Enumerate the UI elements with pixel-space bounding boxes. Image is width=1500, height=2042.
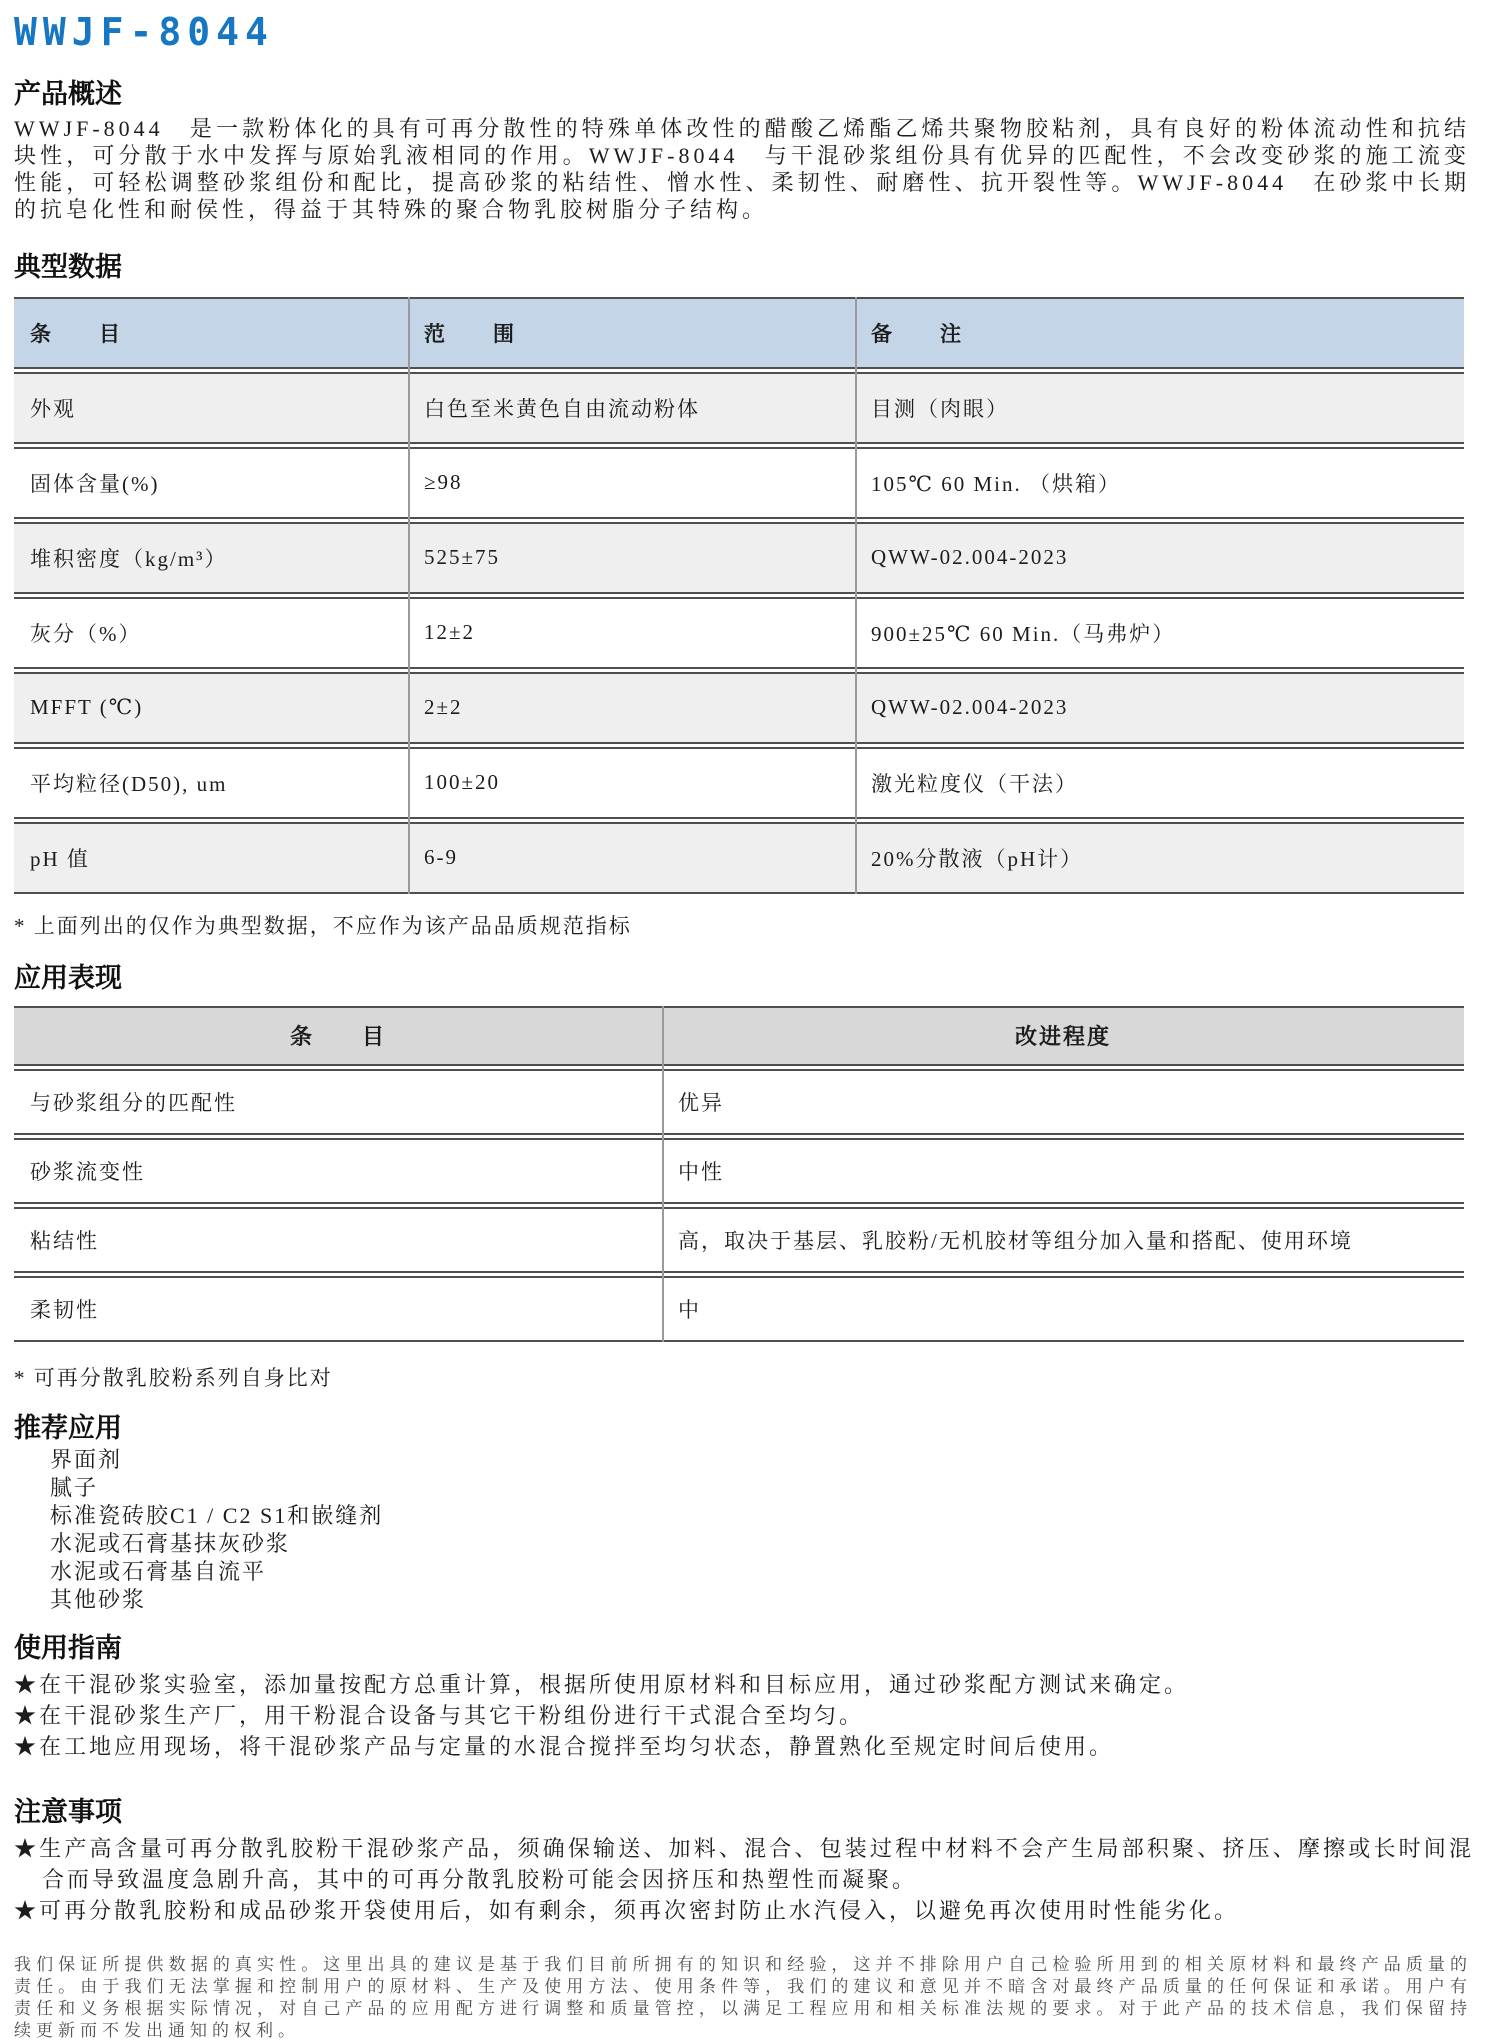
table-cell: 优异 [678,1090,724,1115]
table-cell: 激光粒度仪（干法） [871,771,1078,796]
table-cell: ≥98 [424,470,463,495]
header-cell-range: 范 围 [424,321,516,346]
usage-bullets [14,1669,1474,1762]
list-item: 界面剂 [50,1447,123,1473]
table-cell: 平均粒径(D50), um [30,771,228,796]
bullet-text: 生产高含量可再分散乳胶粉干混砂浆产品，须确保输送、加料、混合、包装过程中材料不会产生局部积聚、挤压、摩擦或长时间混合而导致温度急剧升高，其中的可再分散乳胶粉可能会因挤压和热塑性而凝聚。 [39,1835,1474,1892]
table-row [14,1138,1464,1204]
table-row [14,1069,1464,1135]
list-item: 水泥或石膏基自流平 [50,1559,267,1585]
recommended-list [14,1446,1500,1614]
table-cell: 6-9 [424,845,458,870]
disclaimer-text: 我们保证所提供数据的真实性。这里出具的建议是基于我们目前所拥有的知识和经验，这并不排除用户自己检验所用到的相关原材料和最终产品质量的责任。由于我们无法掌握和控制用户的原材料、生产及使用方法、使用条件等，我们的建议和意见并不暗含对最终产品质量的任何保证和承诺。用户有责任和义务根据实际情况，对自己产品的应用配方进行调整和质量管控，以满足工程应用和相关标准法规的要求。对于此产品的技术信息，我们保留持续更新而不发出通知的权利。 [14,1954,1472,2040]
table-cell: 105℃ 60 Min. （烘箱） [871,471,1121,496]
overview-paragraph: WWJF-8044 是一款粉体化的具有可再分散性的特殊单体改性的醋酸乙烯酯乙烯共聚物胶粘剂，具有良好的粉体流动性和抗结块性，可分散于水中发挥与原始乳液相同的作用。WWJF-8044 与干混砂浆组份具有优异的匹配性，不会改变砂浆的施工流变性能，可轻松调整砂浆组份和配比，提高砂浆的粘结性、憎水性、柔韧性、耐磨性、抗开裂性等。WWJF-8044 在砂浆中长期的抗皂化性和耐侯性，得益于其特殊的聚合物乳胶树脂分子结构。 [14,116,1470,223]
table-header-row [14,297,1464,369]
bullet-text: 在干混砂浆实验室，添加量按配方总重计算，根据所使用原材料和目标应用，通过砂浆配方测试来确定。 [39,1672,1190,1698]
header-cell-note: 备 注 [871,321,963,346]
table-cell: 白色至米黄色自由流动粉体 [424,396,700,421]
table-cell: 20%分散液（pH计） [871,846,1084,871]
table-cell: 525±75 [424,545,501,570]
bullet-text: 在工地应用现场，将干混砂浆产品与定量的水混合搅拌至均匀状态，静置熟化至规定时间后使用。 [39,1734,1115,1760]
table-row [14,597,1464,669]
section-heading-usage: 使用指南 [14,1633,122,1664]
star-icon: ★ [14,1835,40,1861]
table-cell: 高，取决于基层、乳胶粉/无机胶材等组分加入量和搭配、使用环境 [678,1228,1353,1253]
list-item: 标准瓷砖胶C1 / C2 S1和嵌缝剂 [50,1503,384,1529]
section-heading-application: 应用表现 [14,962,122,993]
table-cell: QWW-02.004-2023 [871,695,1069,720]
list-item: 其他砂浆 [50,1587,147,1613]
header-cell-item: 条 目 [30,321,122,346]
table-cell: 外观 [30,396,76,421]
table-cell: 目测（肉眼） [871,396,1009,421]
table-cell: QWW-02.004-2023 [871,545,1069,570]
table-cell: 中 [678,1297,701,1322]
header-cell-item: 条 目 [289,1024,386,1050]
table-column-divider [408,297,410,894]
table-row [14,1207,1464,1273]
application-note: * 可再分散乳胶粉系列自身比对 [14,1365,333,1390]
bullet-text: 可再分散乳胶粉和成品砂浆开袋使用后，如有剩余，须再次密封防止水汽侵入，以避免再次使用时性能劣化。 [39,1897,1240,1923]
table-cell: 砂浆流变性 [30,1159,145,1184]
star-icon: ★ [14,1703,40,1729]
section-heading-recommended: 推荐应用 [14,1412,122,1443]
typical-data-note: * 上面列出的仅作为典型数据，不应作为该产品品质规范指标 [14,913,632,938]
table-row [14,447,1464,519]
star-icon: ★ [14,1672,40,1698]
table-column-divider [662,1006,664,1342]
bullet-item [14,1833,1474,1895]
table-cell: 堆积密度（kg/m³） [30,546,228,571]
table-cell: 粘结性 [30,1228,99,1253]
header-cell-improvement: 改进程度 [1014,1024,1111,1050]
table-cell: pH 值 [30,846,90,871]
bullet-item [14,1669,1474,1700]
table-cell: 柔韧性 [30,1297,99,1322]
list-item: 水泥或石膏基抹灰砂浆 [50,1531,291,1557]
section-heading-typical-data: 典型数据 [14,252,122,283]
table-row [14,822,1464,894]
table-header-row [14,1006,1464,1066]
table-cell: 12±2 [424,620,476,645]
page-title: WWJF-8044 [14,10,274,54]
bullet-item [14,1895,1474,1926]
table-cell: 固体含量(%) [30,471,160,496]
table-row [14,1276,1464,1342]
star-icon: ★ [14,1897,40,1923]
table-cell: 与砂浆组分的匹配性 [30,1090,237,1115]
list-item: 腻子 [50,1475,99,1501]
table-cell: 100±20 [424,770,501,795]
application-table [14,1006,1464,1342]
table-row [14,372,1464,444]
table-row [14,672,1464,744]
table-row [14,747,1464,819]
star-icon: ★ [14,1734,40,1760]
bullet-text: 在干混砂浆生产厂，用干粉混合设备与其它干粉组份进行干式混合至均匀。 [39,1703,865,1729]
table-cell: 中性 [678,1159,724,1184]
table-row [14,522,1464,594]
section-heading-precautions: 注意事项 [14,1797,122,1828]
table-cell: MFFT (℃) [30,695,144,720]
section-heading-overview: 产品概述 [14,78,122,109]
precaution-bullets [14,1833,1474,1926]
table-cell: 灰分（%） [30,621,142,646]
bullet-item [14,1700,1474,1731]
bullet-item [14,1731,1474,1762]
table-cell: 2±2 [424,695,463,720]
table-cell: 900±25℃ 60 Min.（马弗炉） [871,621,1176,646]
table-column-divider [855,297,857,894]
typical-data-table [14,297,1464,894]
